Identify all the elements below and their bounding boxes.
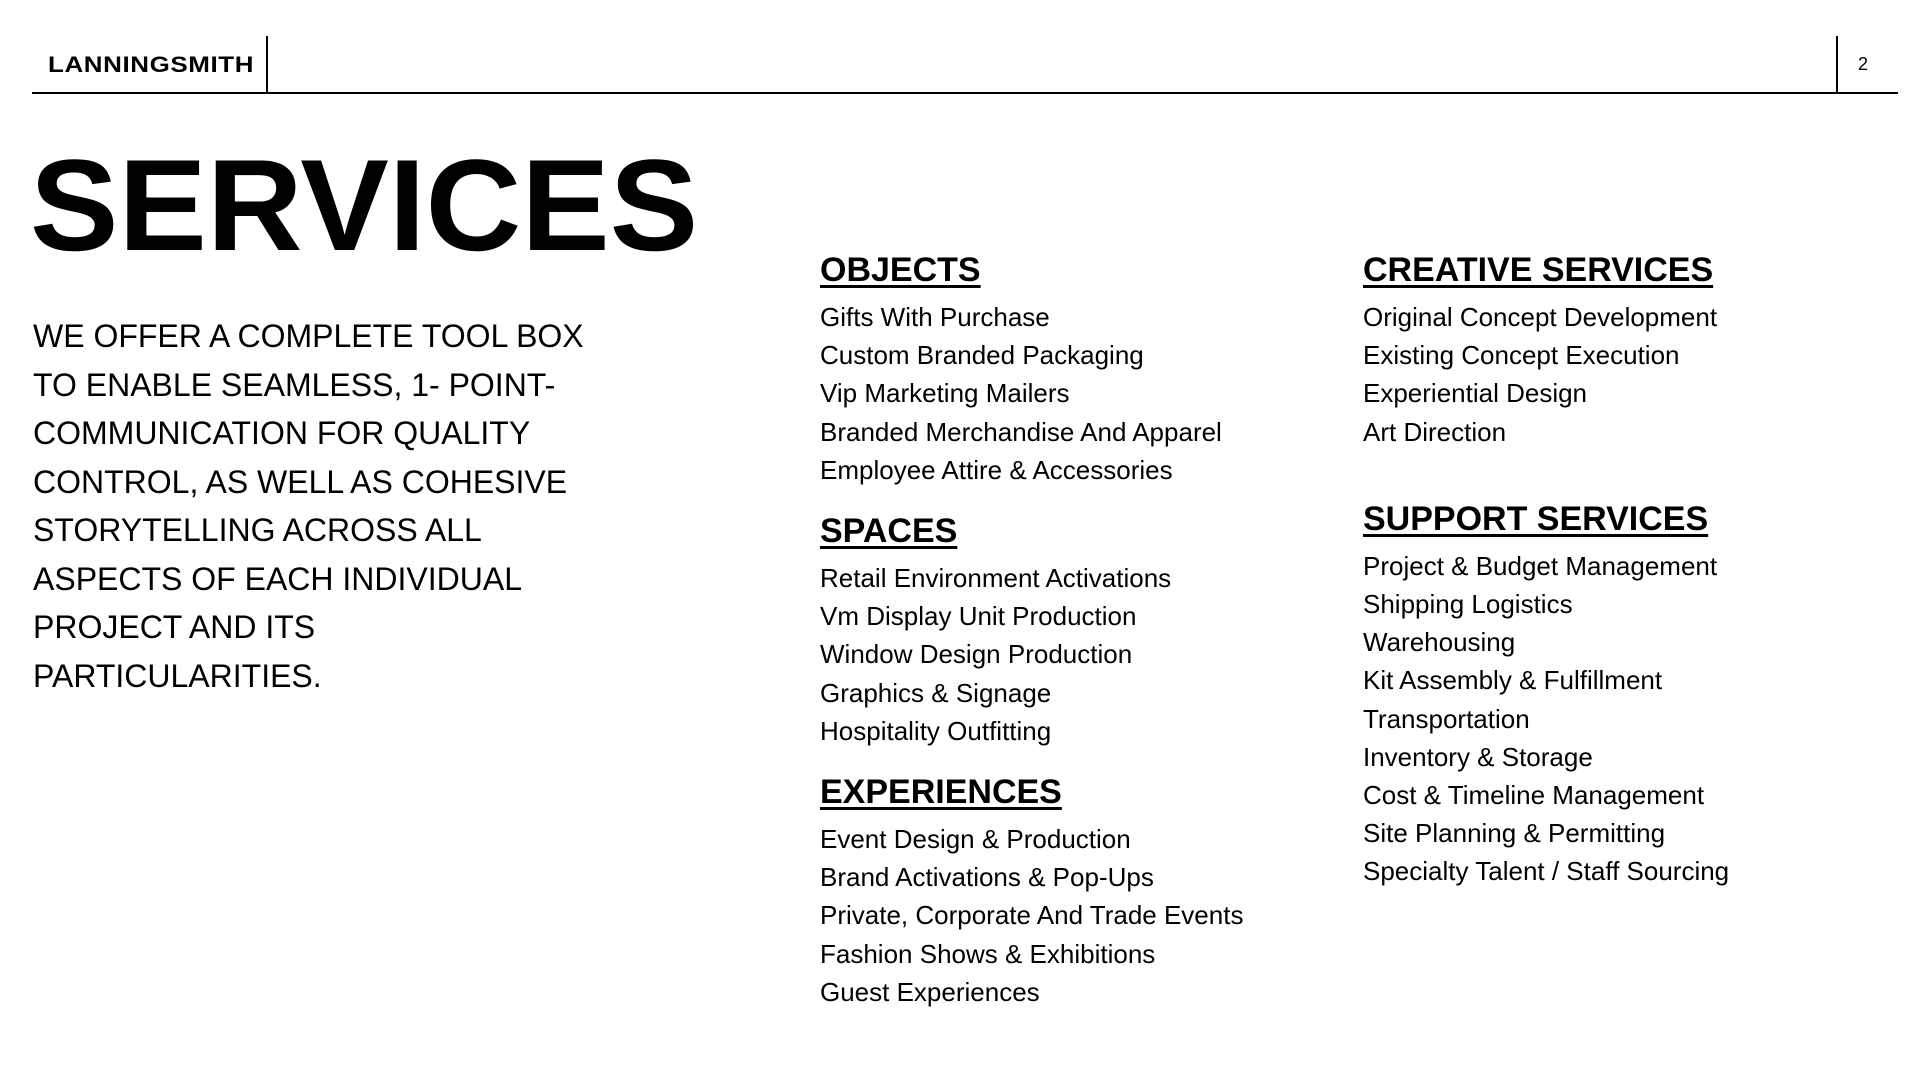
list-item: Branded Merchandise And Apparel [820, 416, 1222, 447]
list-item: Hospitality Outfitting [820, 715, 1052, 746]
group-spaces [820, 509, 1340, 750]
list-item: Window Design Production [820, 639, 1133, 670]
header-divider-right [1836, 36, 1838, 94]
list-item: Vm Display Unit Production [820, 601, 1137, 632]
brand-logo: LANNINGSMITH [48, 52, 255, 77]
list-item: Event Design & Production [820, 824, 1131, 855]
list-item: Kit Assembly & Fulfillment [1363, 665, 1663, 696]
services-column-right [1363, 248, 1903, 911]
header-bar [32, 34, 1898, 94]
group-title-spaces: SPACES [820, 512, 958, 551]
list-item: Art Direction [1363, 416, 1507, 447]
list-item: Custom Branded Packaging [820, 340, 1144, 371]
group-experiences [820, 770, 1340, 1011]
group-title-support-services: SUPPORT SERVICES [1363, 499, 1709, 538]
list-item: Original Concept Development [1363, 302, 1718, 332]
page-number: 2 [1858, 54, 1869, 74]
list-item: Inventory & Storage [1363, 741, 1593, 772]
list-item: Warehousing [1363, 627, 1516, 658]
list-item: Graphics & Signage [820, 677, 1052, 708]
list-item: Shipping Logistics [1363, 589, 1573, 620]
group-creative-services [1363, 248, 1903, 451]
list-item: Site Planning & Permitting [1363, 818, 1666, 849]
list-item: Retail Environment Activations [820, 563, 1172, 594]
services-column-left [820, 248, 1340, 1031]
intro-paragraph: WE OFFER A COMPLETE TOOL BOX TO ENABLE SEAMLESS, 1- POINT- COMMUNICATION FOR QUALITY CONTROL, AS WELL AS COHESIVE STORYTELLING ACROSS ALL ASPECTS OF EACH INDIVIDUAL PROJECT AND ITS PARTICULARITIES. [33, 318, 584, 694]
header-divider-left [266, 36, 268, 94]
list-item: Specialty Talent / Staff Sourcing [1363, 856, 1730, 887]
list-item: Gifts With Purchase [820, 302, 1050, 332]
list-item: Vip Marketing Mailers [820, 378, 1070, 409]
group-title-objects: OBJECTS [820, 251, 981, 289]
list-item: Private, Corporate And Trade Events [820, 900, 1244, 931]
list-item: Project & Budget Management [1363, 550, 1718, 581]
page-title: SERVICES [30, 132, 699, 278]
group-title-creative-services: CREATIVE SERVICES [1363, 251, 1714, 289]
list-item: Cost & Timeline Management [1363, 780, 1705, 811]
list-item: Brand Activations & Pop-Ups [820, 862, 1154, 893]
list-item: Guest Experiences [820, 976, 1040, 1007]
list-item: Fashion Shows & Exhibitions [820, 938, 1156, 969]
list-item: Employee Attire & Accessories [820, 454, 1173, 485]
list-item: Existing Concept Execution [1363, 340, 1680, 371]
group-title-experiences: EXPERIENCES [820, 773, 1062, 812]
list-item: Transportation [1363, 703, 1530, 734]
list-item: Experiential Design [1363, 378, 1588, 409]
group-support-services [1363, 497, 1903, 891]
group-objects [820, 248, 1340, 489]
